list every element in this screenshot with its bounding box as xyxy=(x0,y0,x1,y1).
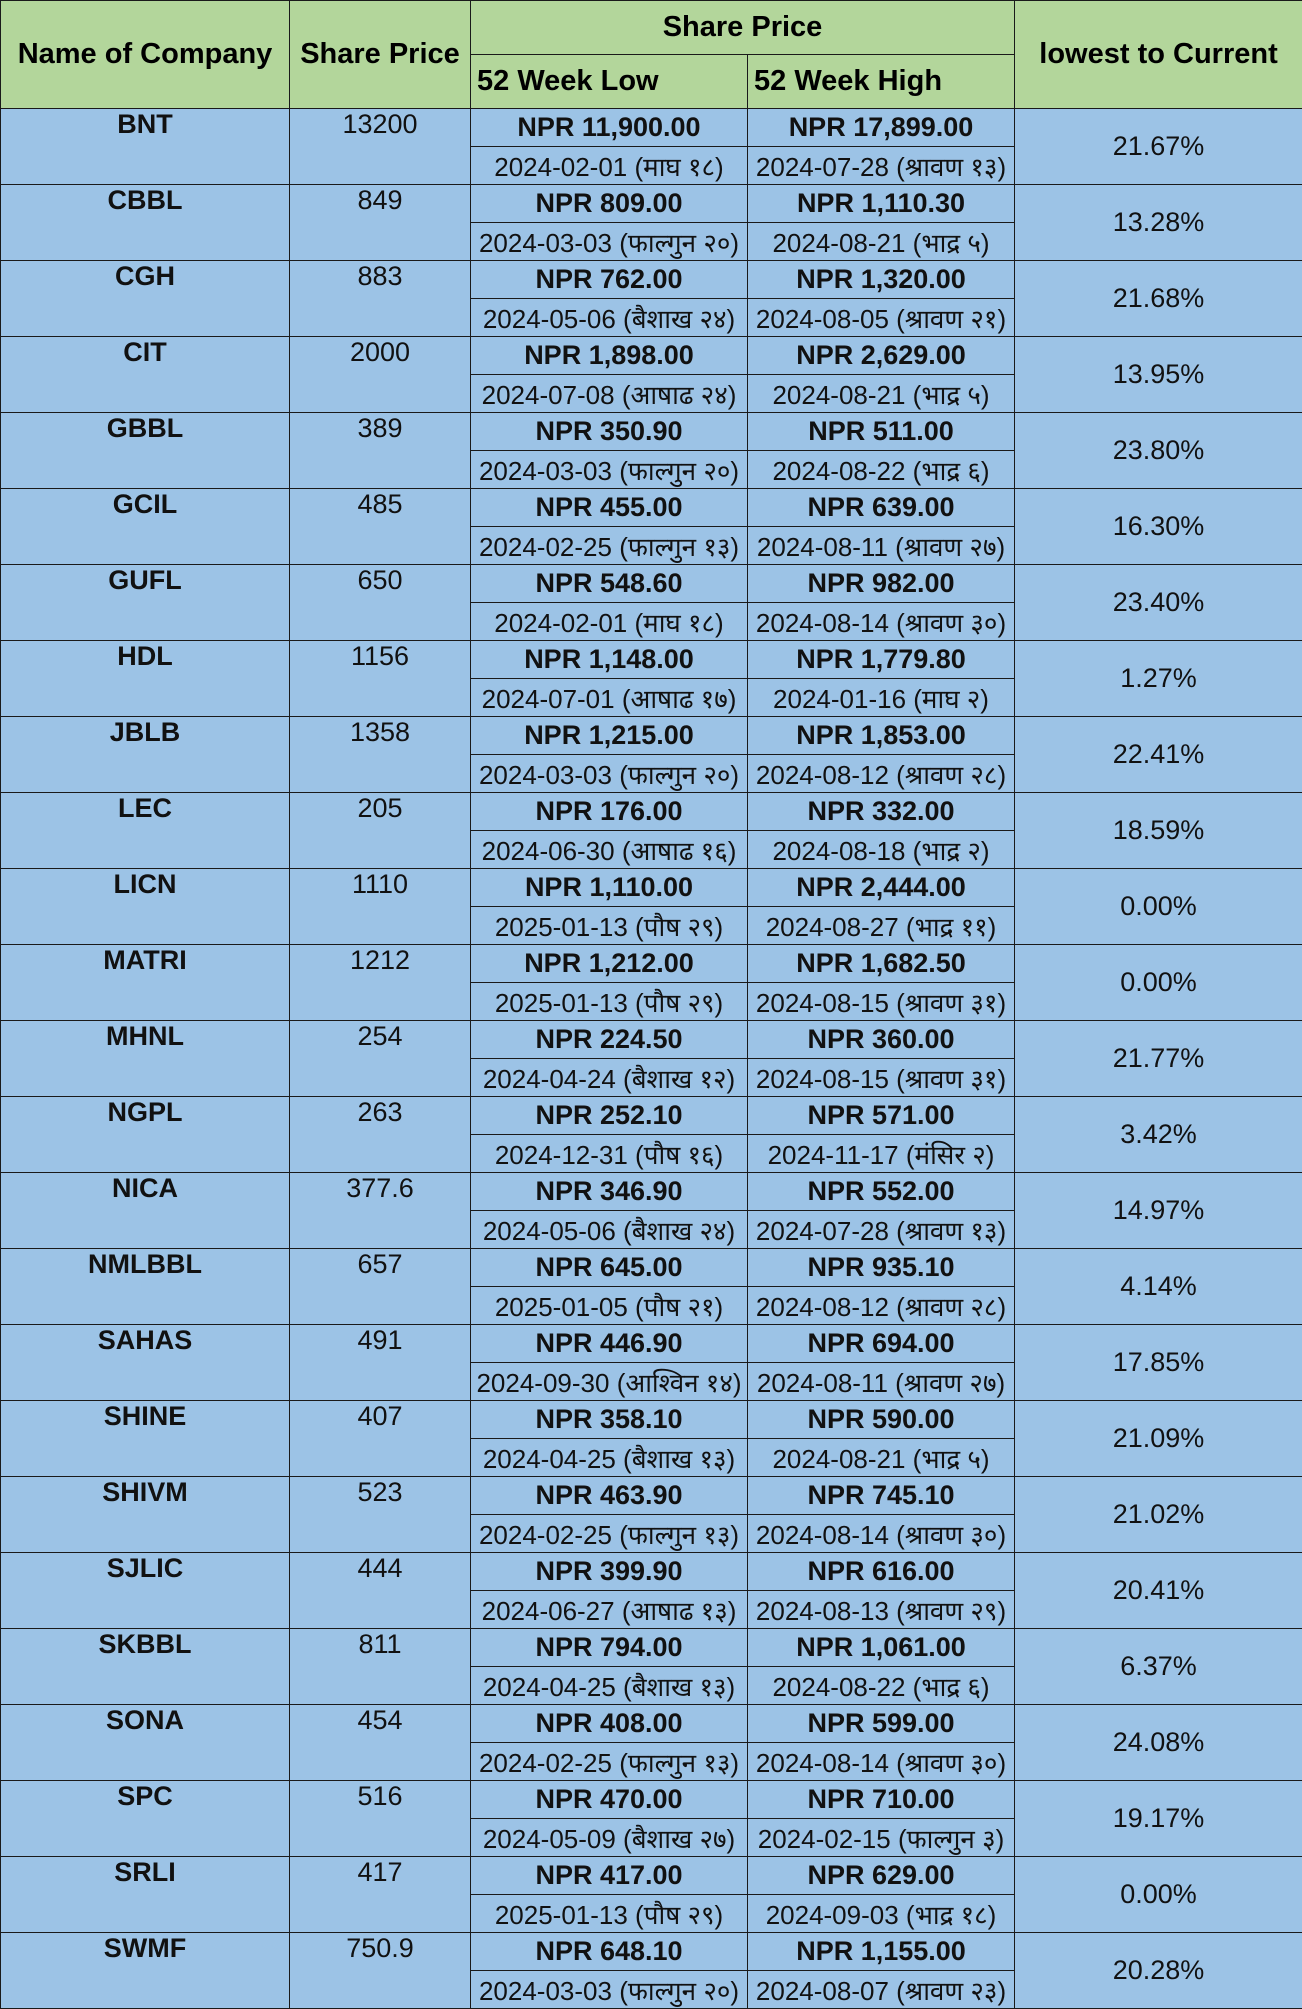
lowest-to-current-pct: 20.41% xyxy=(1015,1553,1302,1629)
company-name: LICN xyxy=(1,869,290,945)
share-price: 2000 xyxy=(290,337,471,413)
week-low-date: 2024-03-03 (फाल्गुन २०) xyxy=(471,1971,748,2009)
company-name: SJLIC xyxy=(1,1553,290,1629)
lowest-to-current-pct: 6.37% xyxy=(1015,1629,1302,1705)
table-body xyxy=(1,109,1302,2009)
week-low-price: NPR 1,110.00 xyxy=(471,869,748,907)
table-row xyxy=(1,945,1302,983)
share-price: 417 xyxy=(290,1857,471,1933)
week-low-price: NPR 548.60 xyxy=(471,565,748,603)
lowest-to-current-pct: 1.27% xyxy=(1015,641,1302,717)
company-name: NICA xyxy=(1,1173,290,1249)
week-low-date: 2024-05-09 (बैशाख २७) xyxy=(471,1819,748,1857)
header-lowest-to-current: lowest to Current xyxy=(1015,1,1302,109)
week-high-date: 2024-08-21 (भाद्र ५) xyxy=(748,1439,1015,1477)
share-price: 1156 xyxy=(290,641,471,717)
company-name: JBLB xyxy=(1,717,290,793)
week-low-date: 2025-01-05 (पौष २१) xyxy=(471,1287,748,1325)
week-low-price: NPR 446.90 xyxy=(471,1325,748,1363)
table-header xyxy=(1,1,1302,109)
week-low-price: NPR 762.00 xyxy=(471,261,748,299)
week-low-date: 2024-03-03 (फाल्गुन २०) xyxy=(471,755,748,793)
share-price: 454 xyxy=(290,1705,471,1781)
week-high-date: 2024-08-14 (श्रावण ३०) xyxy=(748,1515,1015,1553)
week-low-date: 2024-07-01 (आषाढ १७) xyxy=(471,679,748,717)
week-high-price: NPR 17,899.00 xyxy=(748,109,1015,147)
share-price: 883 xyxy=(290,261,471,337)
week-high-price: NPR 1,110.30 xyxy=(748,185,1015,223)
week-low-date: 2025-01-13 (पौष २९) xyxy=(471,907,748,945)
lowest-to-current-pct: 18.59% xyxy=(1015,793,1302,869)
share-price: 444 xyxy=(290,1553,471,1629)
table-row xyxy=(1,1629,1302,1667)
week-high-price: NPR 599.00 xyxy=(748,1705,1015,1743)
week-low-price: NPR 1,898.00 xyxy=(471,337,748,375)
week-low-price: NPR 399.90 xyxy=(471,1553,748,1591)
week-high-price: NPR 360.00 xyxy=(748,1021,1015,1059)
week-high-price: NPR 1,155.00 xyxy=(748,1933,1015,1971)
week-low-price: NPR 408.00 xyxy=(471,1705,748,1743)
week-high-date: 2024-08-14 (श्रावण ३०) xyxy=(748,1743,1015,1781)
share-price: 1110 xyxy=(290,869,471,945)
week-high-date: 2024-08-22 (भाद्र ६) xyxy=(748,1667,1015,1705)
lowest-to-current-pct: 21.68% xyxy=(1015,261,1302,337)
lowest-to-current-pct: 23.40% xyxy=(1015,565,1302,641)
week-high-date: 2024-08-14 (श्रावण ३०) xyxy=(748,603,1015,641)
company-name: SKBBL xyxy=(1,1629,290,1705)
company-name: SAHAS xyxy=(1,1325,290,1401)
company-name: SRLI xyxy=(1,1857,290,1933)
week-high-price: NPR 935.10 xyxy=(748,1249,1015,1287)
week-low-price: NPR 1,215.00 xyxy=(471,717,748,755)
lowest-to-current-pct: 4.14% xyxy=(1015,1249,1302,1325)
week-high-date: 2024-08-05 (श्रावण २१) xyxy=(748,299,1015,337)
week-low-price: NPR 176.00 xyxy=(471,793,748,831)
week-high-date: 2024-08-13 (श्रावण २९) xyxy=(748,1591,1015,1629)
week-low-date: 2024-03-03 (फाल्गुन २०) xyxy=(471,451,748,489)
share-price: 389 xyxy=(290,413,471,489)
week-low-date: 2024-06-27 (आषाढ १३) xyxy=(471,1591,748,1629)
lowest-to-current-pct: 20.28% xyxy=(1015,1933,1302,2009)
week-high-date: 2024-08-27 (भाद्र ११) xyxy=(748,907,1015,945)
company-name: SWMF xyxy=(1,1933,290,2009)
week-high-price: NPR 332.00 xyxy=(748,793,1015,831)
table-row xyxy=(1,261,1302,299)
share-price: 750.9 xyxy=(290,1933,471,2009)
week-low-price: NPR 455.00 xyxy=(471,489,748,527)
lowest-to-current-pct: 24.08% xyxy=(1015,1705,1302,1781)
week-low-date: 2024-06-30 (आषाढ १६) xyxy=(471,831,748,869)
lowest-to-current-pct: 14.97% xyxy=(1015,1173,1302,1249)
header-52-week-low: 52 Week Low xyxy=(471,55,748,109)
table-row xyxy=(1,869,1302,907)
lowest-to-current-pct: 22.41% xyxy=(1015,717,1302,793)
share-price: 523 xyxy=(290,1477,471,1553)
table-row xyxy=(1,1325,1302,1363)
table-row xyxy=(1,1553,1302,1591)
company-name: SHINE xyxy=(1,1401,290,1477)
table-row xyxy=(1,793,1302,831)
week-high-date: 2024-01-16 (माघ २) xyxy=(748,679,1015,717)
week-high-price: NPR 590.00 xyxy=(748,1401,1015,1439)
company-name: GUFL xyxy=(1,565,290,641)
header-52-week-high: 52 Week High xyxy=(748,55,1015,109)
share-price: 657 xyxy=(290,1249,471,1325)
table-row xyxy=(1,1249,1302,1287)
week-high-date: 2024-08-12 (श्रावण २८) xyxy=(748,1287,1015,1325)
share-price: 811 xyxy=(290,1629,471,1705)
table-row xyxy=(1,1021,1302,1059)
company-name: NGPL xyxy=(1,1097,290,1173)
company-name: CGH xyxy=(1,261,290,337)
week-high-price: NPR 982.00 xyxy=(748,565,1015,603)
company-name: SONA xyxy=(1,1705,290,1781)
company-name: CBBL xyxy=(1,185,290,261)
table-row xyxy=(1,1401,1302,1439)
table-row xyxy=(1,413,1302,451)
week-high-price: NPR 2,444.00 xyxy=(748,869,1015,907)
week-low-date: 2024-02-25 (फाल्गुन १३) xyxy=(471,527,748,565)
company-name: GCIL xyxy=(1,489,290,565)
table-row xyxy=(1,717,1302,755)
lowest-to-current-pct: 21.67% xyxy=(1015,109,1302,185)
week-low-price: NPR 648.10 xyxy=(471,1933,748,1971)
week-high-date: 2024-08-12 (श्रावण २८) xyxy=(748,755,1015,793)
share-price: 407 xyxy=(290,1401,471,1477)
company-name: LEC xyxy=(1,793,290,869)
share-price: 13200 xyxy=(290,109,471,185)
company-name: CIT xyxy=(1,337,290,413)
lowest-to-current-pct: 3.42% xyxy=(1015,1097,1302,1173)
week-low-price: NPR 358.10 xyxy=(471,1401,748,1439)
lowest-to-current-pct: 23.80% xyxy=(1015,413,1302,489)
lowest-to-current-pct: 13.28% xyxy=(1015,185,1302,261)
table-row xyxy=(1,565,1302,603)
week-low-price: NPR 11,900.00 xyxy=(471,109,748,147)
company-name: SHIVM xyxy=(1,1477,290,1553)
week-high-date: 2024-02-15 (फाल्गुन ३) xyxy=(748,1819,1015,1857)
week-high-date: 2024-08-15 (श्रावण ३१) xyxy=(748,983,1015,1021)
company-name: GBBL xyxy=(1,413,290,489)
week-high-date: 2024-08-07 (श्रावण २३) xyxy=(748,1971,1015,2009)
week-high-price: NPR 511.00 xyxy=(748,413,1015,451)
week-high-date: 2024-08-21 (भाद्र ५) xyxy=(748,223,1015,261)
table-row xyxy=(1,1781,1302,1819)
week-low-date: 2025-01-13 (पौष २९) xyxy=(471,1895,748,1933)
week-high-date: 2024-07-28 (श्रावण १३) xyxy=(748,147,1015,185)
share-price: 491 xyxy=(290,1325,471,1401)
week-low-date: 2024-05-06 (बैशाख २४) xyxy=(471,1211,748,1249)
week-low-date: 2024-04-25 (बैशाख १३) xyxy=(471,1439,748,1477)
share-price: 377.6 xyxy=(290,1173,471,1249)
week-low-date: 2024-07-08 (आषाढ २४) xyxy=(471,375,748,413)
lowest-to-current-pct: 19.17% xyxy=(1015,1781,1302,1857)
week-low-price: NPR 350.90 xyxy=(471,413,748,451)
week-low-price: NPR 224.50 xyxy=(471,1021,748,1059)
share-price: 205 xyxy=(290,793,471,869)
table-row xyxy=(1,1705,1302,1743)
week-high-date: 2024-08-18 (भाद्र २) xyxy=(748,831,1015,869)
table-row xyxy=(1,1477,1302,1515)
week-low-date: 2024-02-01 (माघ १८) xyxy=(471,603,748,641)
week-high-price: NPR 552.00 xyxy=(748,1173,1015,1211)
week-low-date: 2024-09-30 (आश्विन १४) xyxy=(471,1363,748,1401)
share-price: 516 xyxy=(290,1781,471,1857)
lowest-to-current-pct: 17.85% xyxy=(1015,1325,1302,1401)
week-low-price: NPR 645.00 xyxy=(471,1249,748,1287)
week-low-date: 2024-12-31 (पौष १६) xyxy=(471,1135,748,1173)
week-high-price: NPR 745.10 xyxy=(748,1477,1015,1515)
week-high-date: 2024-08-11 (श्रावण २७) xyxy=(748,527,1015,565)
lowest-to-current-pct: 13.95% xyxy=(1015,337,1302,413)
header-share-price-group: Share Price xyxy=(471,1,1015,55)
week-high-date: 2024-08-21 (भाद्र ५) xyxy=(748,375,1015,413)
company-name: NMLBBL xyxy=(1,1249,290,1325)
week-low-date: 2024-04-24 (बैशाख १२) xyxy=(471,1059,748,1097)
header-company: Name of Company xyxy=(1,1,290,109)
week-high-price: NPR 694.00 xyxy=(748,1325,1015,1363)
week-low-price: NPR 794.00 xyxy=(471,1629,748,1667)
week-low-price: NPR 470.00 xyxy=(471,1781,748,1819)
week-low-date: 2024-03-03 (फाल्गुन २०) xyxy=(471,223,748,261)
share-price: 650 xyxy=(290,565,471,641)
company-name: MHNL xyxy=(1,1021,290,1097)
week-low-date: 2024-05-06 (बैशाख २४) xyxy=(471,299,748,337)
table-row xyxy=(1,185,1302,223)
company-name: SPC xyxy=(1,1781,290,1857)
share-price: 849 xyxy=(290,185,471,261)
week-high-price: NPR 616.00 xyxy=(748,1553,1015,1591)
week-high-price: NPR 710.00 xyxy=(748,1781,1015,1819)
lowest-to-current-pct: 16.30% xyxy=(1015,489,1302,565)
table-row xyxy=(1,1097,1302,1135)
week-low-price: NPR 252.10 xyxy=(471,1097,748,1135)
table-row xyxy=(1,641,1302,679)
header-share-price: Share Price xyxy=(290,1,471,109)
share-price: 1212 xyxy=(290,945,471,1021)
week-low-price: NPR 417.00 xyxy=(471,1857,748,1895)
lowest-to-current-pct: 0.00% xyxy=(1015,945,1302,1021)
company-name: BNT xyxy=(1,109,290,185)
lowest-to-current-pct: 21.02% xyxy=(1015,1477,1302,1553)
table-row xyxy=(1,337,1302,375)
week-high-date: 2024-07-28 (श्रावण १३) xyxy=(748,1211,1015,1249)
week-high-price: NPR 1,320.00 xyxy=(748,261,1015,299)
week-low-date: 2024-02-25 (फाल्गुन १३) xyxy=(471,1515,748,1553)
company-name: MATRI xyxy=(1,945,290,1021)
week-low-date: 2024-04-25 (बैशाख १३) xyxy=(471,1667,748,1705)
week-high-price: NPR 571.00 xyxy=(748,1097,1015,1135)
week-low-date: 2025-01-13 (पौष २९) xyxy=(471,983,748,1021)
week-high-date: 2024-09-03 (भाद्र १८) xyxy=(748,1895,1015,1933)
week-low-date: 2024-02-25 (फाल्गुन १३) xyxy=(471,1743,748,1781)
share-price: 254 xyxy=(290,1021,471,1097)
lowest-to-current-pct: 21.77% xyxy=(1015,1021,1302,1097)
share-price: 485 xyxy=(290,489,471,565)
share-price: 263 xyxy=(290,1097,471,1173)
week-high-date: 2024-08-15 (श्रावण ३१) xyxy=(748,1059,1015,1097)
week-low-price: NPR 1,212.00 xyxy=(471,945,748,983)
share-price: 1358 xyxy=(290,717,471,793)
lowest-to-current-pct: 0.00% xyxy=(1015,1857,1302,1933)
week-high-price: NPR 1,682.50 xyxy=(748,945,1015,983)
week-low-date: 2024-02-01 (माघ १८) xyxy=(471,147,748,185)
company-name: HDL xyxy=(1,641,290,717)
week-high-date: 2024-08-22 (भाद्र ६) xyxy=(748,451,1015,489)
table-row xyxy=(1,109,1302,147)
week-low-price: NPR 1,148.00 xyxy=(471,641,748,679)
table-row xyxy=(1,1857,1302,1895)
week-high-date: 2024-08-11 (श्रावण २७) xyxy=(748,1363,1015,1401)
week-high-price: NPR 639.00 xyxy=(748,489,1015,527)
table-row xyxy=(1,1933,1302,1971)
week-low-price: NPR 463.90 xyxy=(471,1477,748,1515)
lowest-to-current-pct: 0.00% xyxy=(1015,869,1302,945)
week-low-price: NPR 346.90 xyxy=(471,1173,748,1211)
lowest-to-current-pct: 21.09% xyxy=(1015,1401,1302,1477)
week-high-price: NPR 1,061.00 xyxy=(748,1629,1015,1667)
week-high-price: NPR 1,853.00 xyxy=(748,717,1015,755)
table-row xyxy=(1,489,1302,527)
week-high-price: NPR 2,629.00 xyxy=(748,337,1015,375)
week-high-date: 2024-11-17 (मंसिर २) xyxy=(748,1135,1015,1173)
week-high-price: NPR 1,779.80 xyxy=(748,641,1015,679)
week-low-price: NPR 809.00 xyxy=(471,185,748,223)
week-high-price: NPR 629.00 xyxy=(748,1857,1015,1895)
table-row xyxy=(1,1173,1302,1211)
